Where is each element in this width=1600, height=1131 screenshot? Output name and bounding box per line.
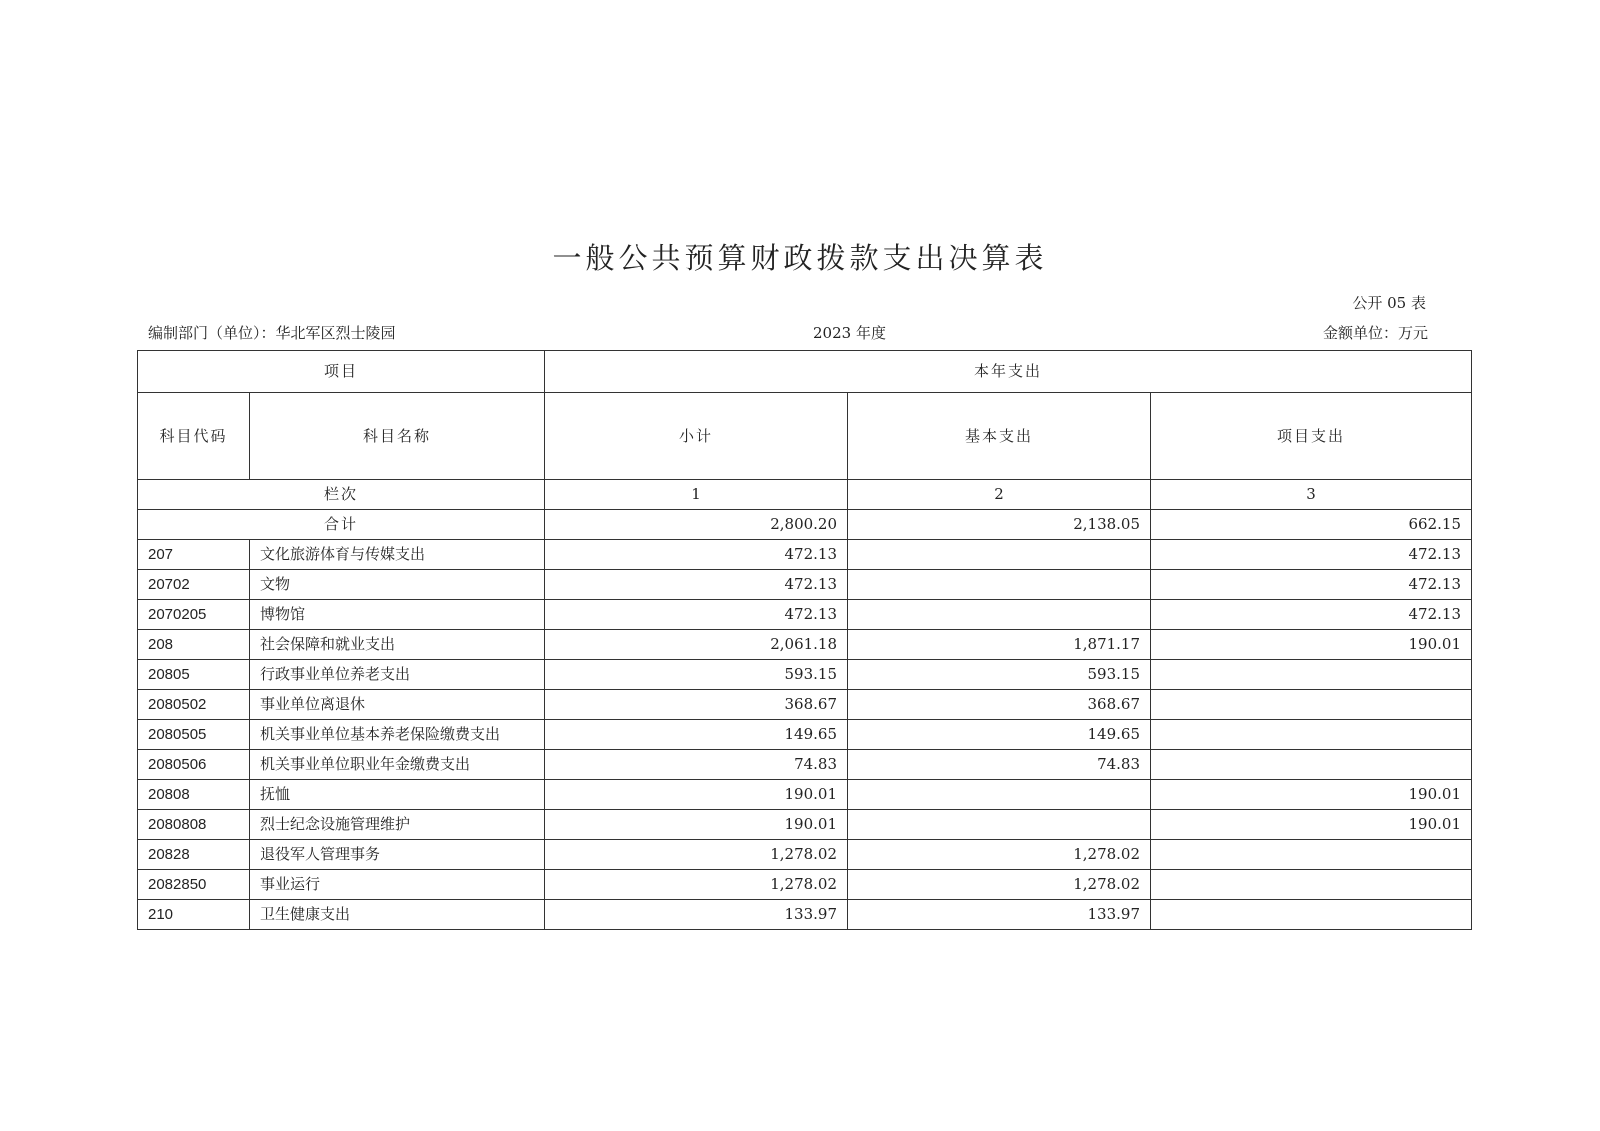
cell-subtotal: 1,278.02 <box>545 840 848 870</box>
cell-code: 20702 <box>138 570 250 600</box>
cell-project: 190.01 <box>1151 630 1472 660</box>
cell-basic <box>848 810 1151 840</box>
cell-project <box>1151 690 1472 720</box>
header-subtotal: 小计 <box>545 393 848 480</box>
cell-code: 2080505 <box>138 720 250 750</box>
cell-name: 文物 <box>250 570 545 600</box>
cell-subtotal: 149.65 <box>545 720 848 750</box>
total-project: 662.15 <box>1151 510 1472 540</box>
cell-project: 190.01 <box>1151 780 1472 810</box>
cell-subtotal: 593.15 <box>545 660 848 690</box>
table-row <box>138 600 1472 630</box>
cell-basic: 593.15 <box>848 660 1151 690</box>
department-label: 编制部门（单位）：华北军区烈士陵园 <box>148 324 396 342</box>
cell-subtotal: 190.01 <box>545 810 848 840</box>
cell-code: 20808 <box>138 780 250 810</box>
cell-subtotal: 472.13 <box>545 570 848 600</box>
amount-unit-label: 金额单位：万元 <box>1322 324 1428 342</box>
header-code: 科目代码 <box>138 393 250 480</box>
cell-name: 机关事业单位职业年金缴费支出 <box>250 750 545 780</box>
cell-name: 事业单位离退休 <box>250 690 545 720</box>
cell-project <box>1151 720 1472 750</box>
cell-basic: 149.65 <box>848 720 1151 750</box>
cell-basic <box>848 600 1151 630</box>
total-row <box>138 510 1472 540</box>
cell-project: 472.13 <box>1151 540 1472 570</box>
cell-subtotal: 472.13 <box>545 600 848 630</box>
cell-code: 210 <box>138 900 250 930</box>
table-row <box>138 870 1472 900</box>
page-title: 一般公共预算财政拨款支出决算表 <box>552 241 1048 275</box>
cell-project <box>1151 840 1472 870</box>
cell-code: 2082850 <box>138 870 250 900</box>
cell-name: 机关事业单位基本养老保险缴费支出 <box>250 720 545 750</box>
header-row-2 <box>138 393 1472 480</box>
cell-code: 20828 <box>138 840 250 870</box>
column-index-row <box>138 480 1472 510</box>
cell-subtotal: 2,061.18 <box>545 630 848 660</box>
table-row <box>138 780 1472 810</box>
table-row <box>138 810 1472 840</box>
table-row <box>138 720 1472 750</box>
cell-basic: 1,278.02 <box>848 870 1151 900</box>
cell-project: 472.13 <box>1151 600 1472 630</box>
cell-name: 文化旅游体育与传媒支出 <box>250 540 545 570</box>
total-basic: 2,138.05 <box>848 510 1151 540</box>
header-project: 项目支出 <box>1151 393 1472 480</box>
cell-subtotal: 472.13 <box>545 540 848 570</box>
column-index-3: 3 <box>1151 480 1472 510</box>
meta-row <box>148 322 1428 344</box>
cell-subtotal: 133.97 <box>545 900 848 930</box>
header-name: 科目名称 <box>250 393 545 480</box>
header-row-1 <box>138 351 1472 393</box>
cell-code: 208 <box>138 630 250 660</box>
expenditure-table <box>137 350 1472 930</box>
table-row <box>138 660 1472 690</box>
header-current-year: 本年支出 <box>545 351 1472 393</box>
column-index-2: 2 <box>848 480 1151 510</box>
table-row <box>138 540 1472 570</box>
cell-basic: 133.97 <box>848 900 1151 930</box>
column-index-1: 1 <box>545 480 848 510</box>
cell-basic: 1,278.02 <box>848 840 1151 870</box>
table-row <box>138 570 1472 600</box>
header-basic: 基本支出 <box>848 393 1151 480</box>
table-row <box>138 630 1472 660</box>
cell-basic <box>848 780 1151 810</box>
total-label: 合计 <box>138 510 545 540</box>
cell-project <box>1151 870 1472 900</box>
cell-name: 社会保障和就业支出 <box>250 630 545 660</box>
cell-project <box>1151 900 1472 930</box>
cell-basic: 1,871.17 <box>848 630 1151 660</box>
form-number: 公开 05 表 <box>1352 294 1426 312</box>
cell-name: 事业运行 <box>250 870 545 900</box>
total-subtotal: 2,800.20 <box>545 510 848 540</box>
cell-project <box>1151 750 1472 780</box>
cell-name: 退役军人管理事务 <box>250 840 545 870</box>
cell-subtotal: 190.01 <box>545 780 848 810</box>
cell-name: 行政事业单位养老支出 <box>250 660 545 690</box>
cell-subtotal: 1,278.02 <box>545 870 848 900</box>
fiscal-year-label: 2023 年度 <box>813 324 886 342</box>
cell-code: 20805 <box>138 660 250 690</box>
cell-project <box>1151 660 1472 690</box>
column-index-label: 栏次 <box>138 480 545 510</box>
cell-subtotal: 368.67 <box>545 690 848 720</box>
cell-code: 207 <box>138 540 250 570</box>
table-row <box>138 900 1472 930</box>
table-row <box>138 750 1472 780</box>
cell-project: 472.13 <box>1151 570 1472 600</box>
cell-basic <box>848 540 1151 570</box>
cell-name: 博物馆 <box>250 600 545 630</box>
cell-subtotal: 74.83 <box>545 750 848 780</box>
cell-basic <box>848 570 1151 600</box>
table-row <box>138 690 1472 720</box>
cell-code: 2080808 <box>138 810 250 840</box>
cell-basic: 368.67 <box>848 690 1151 720</box>
cell-name: 抚恤 <box>250 780 545 810</box>
cell-code: 2070205 <box>138 600 250 630</box>
cell-code: 2080506 <box>138 750 250 780</box>
table-row <box>138 840 1472 870</box>
cell-code: 2080502 <box>138 690 250 720</box>
cell-name: 卫生健康支出 <box>250 900 545 930</box>
header-item: 项目 <box>138 351 545 393</box>
cell-basic: 74.83 <box>848 750 1151 780</box>
cell-name: 烈士纪念设施管理维护 <box>250 810 545 840</box>
cell-project: 190.01 <box>1151 810 1472 840</box>
